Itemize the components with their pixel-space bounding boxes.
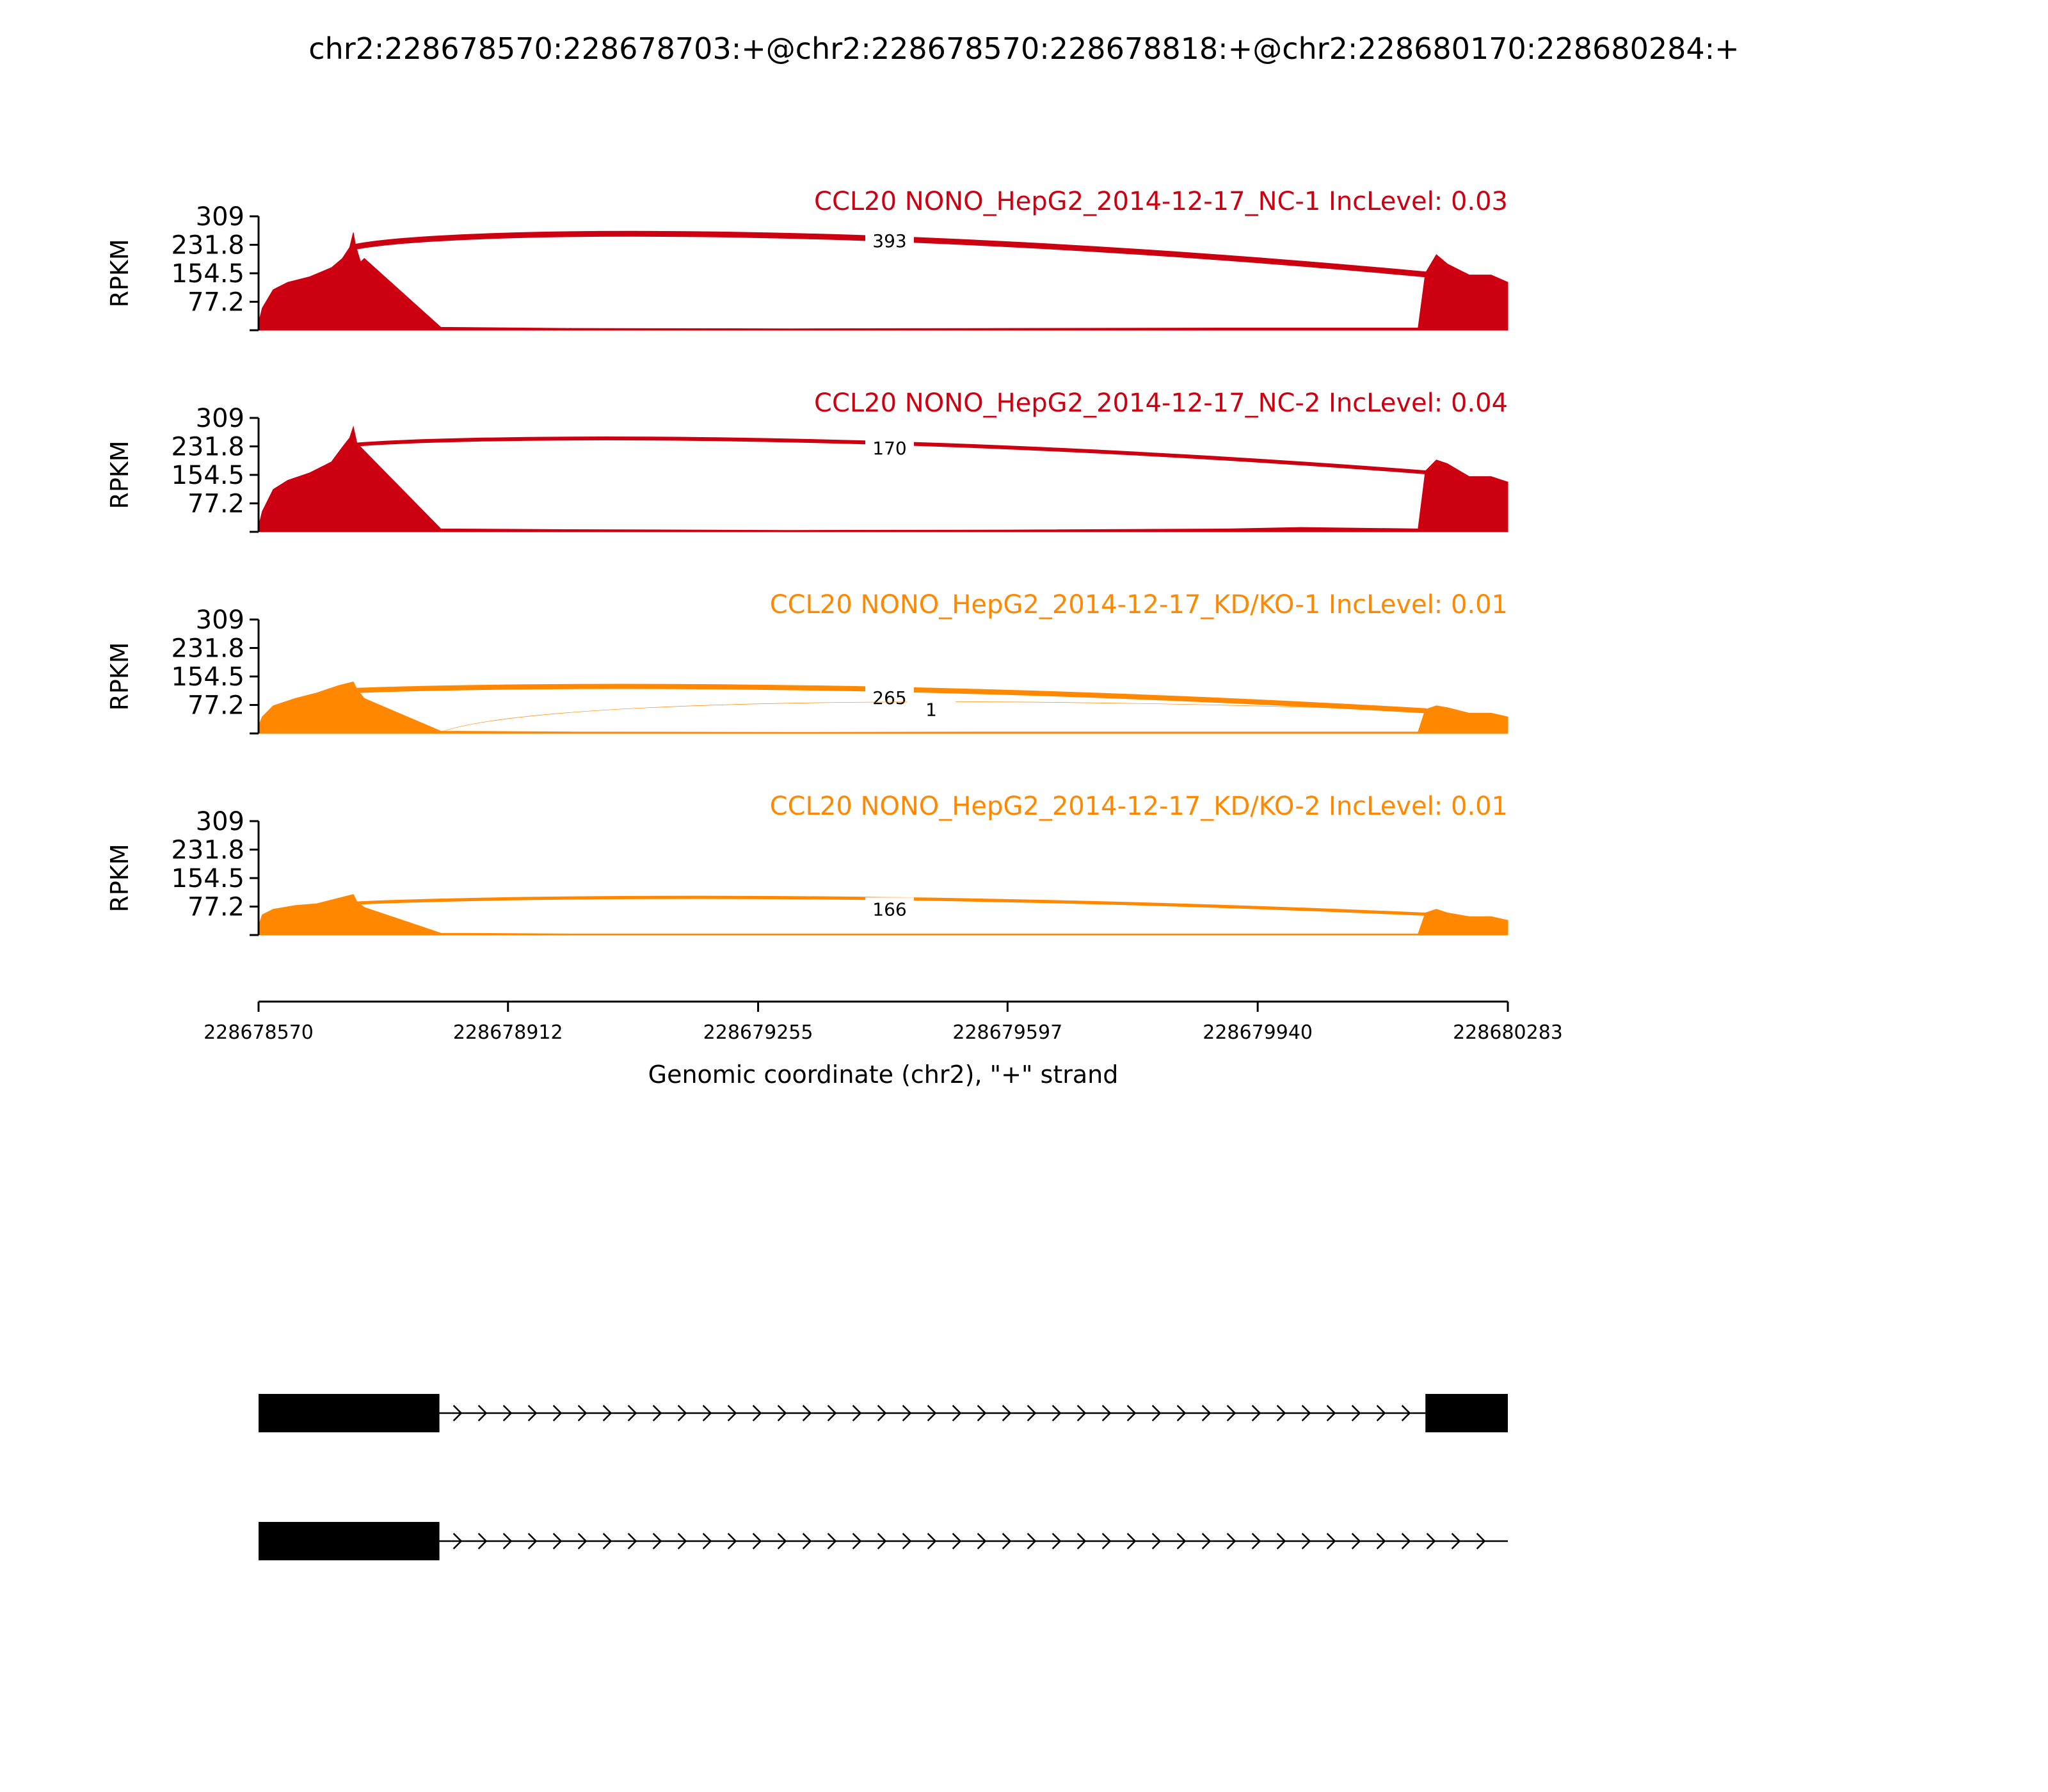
junction-count: 1 [925, 699, 937, 721]
x-tick-label: 228678912 [452, 1021, 563, 1044]
junction-count: 265 [872, 687, 907, 708]
exon-block [259, 1394, 440, 1432]
isoform-models [259, 1394, 1508, 1560]
y-tick-label: 309 [195, 404, 244, 433]
isoform-2 [259, 1522, 1508, 1560]
y-tick-label: 77.2 [187, 691, 244, 721]
y-tick-label: 231.8 [171, 835, 244, 865]
junction-count: 393 [872, 230, 907, 252]
y-tick-label: 154.5 [171, 461, 244, 490]
exon-block [259, 1522, 440, 1560]
track-title: CCL20 NONO_HepG2_2014-12-17_KD/KO-2 IncLevel: 0.01 [769, 792, 1508, 821]
y-tick-label: 77.2 [187, 287, 244, 317]
x-tick-label: 228678570 [204, 1021, 314, 1044]
track-3 [106, 590, 1508, 733]
y-tick-label: 77.2 [187, 489, 244, 519]
y-tick-label: 154.5 [171, 864, 244, 893]
track-title: CCL20 NONO_HepG2_2014-12-17_KD/KO-1 IncLevel: 0.01 [769, 590, 1508, 620]
track-2 [106, 388, 1508, 532]
y-tick-label: 231.8 [171, 634, 244, 664]
y-tick-label: 309 [195, 807, 244, 836]
junction-count: 166 [872, 899, 907, 920]
x-axis-label: Genomic coordinate (chr2), "+" strand [648, 1060, 1119, 1089]
x-tick-label: 228680283 [1453, 1021, 1563, 1044]
y-tick-label: 77.2 [187, 892, 244, 922]
track-title: CCL20 NONO_HepG2_2014-12-17_NC-2 IncLevel: 0.04 [814, 388, 1508, 418]
y-tick-label: 154.5 [171, 662, 244, 692]
x-tick-label: 228679255 [703, 1021, 813, 1044]
exon-block [1425, 1394, 1508, 1432]
plot-title: chr2:228678570:228678703:+@chr2:228678570:228678818:+@chr2:228680170:228680284:+ [308, 31, 1740, 66]
y-tick-label: 154.5 [171, 259, 244, 289]
y-tick-label: 309 [195, 202, 244, 232]
y-axis-label: RPKM [106, 239, 134, 308]
x-tick-label: 228679940 [1203, 1021, 1313, 1044]
y-tick-label: 231.8 [171, 432, 244, 462]
y-axis-label: RPKM [106, 642, 134, 711]
track-4 [106, 792, 1508, 935]
y-axis-label: RPKM [106, 440, 134, 509]
y-tick-label: 231.8 [171, 230, 244, 260]
isoform-1 [259, 1394, 1508, 1432]
track-title: CCL20 NONO_HepG2_2014-12-17_NC-1 IncLevel: 0.03 [814, 187, 1508, 216]
y-tick-label: 309 [195, 605, 244, 635]
track-1 [106, 187, 1508, 330]
x-axis [204, 1002, 1563, 1044]
junction-count: 170 [872, 437, 907, 459]
coverage-tracks [106, 187, 1508, 935]
y-axis-label: RPKM [106, 844, 134, 913]
x-tick-label: 228679597 [952, 1021, 1063, 1044]
